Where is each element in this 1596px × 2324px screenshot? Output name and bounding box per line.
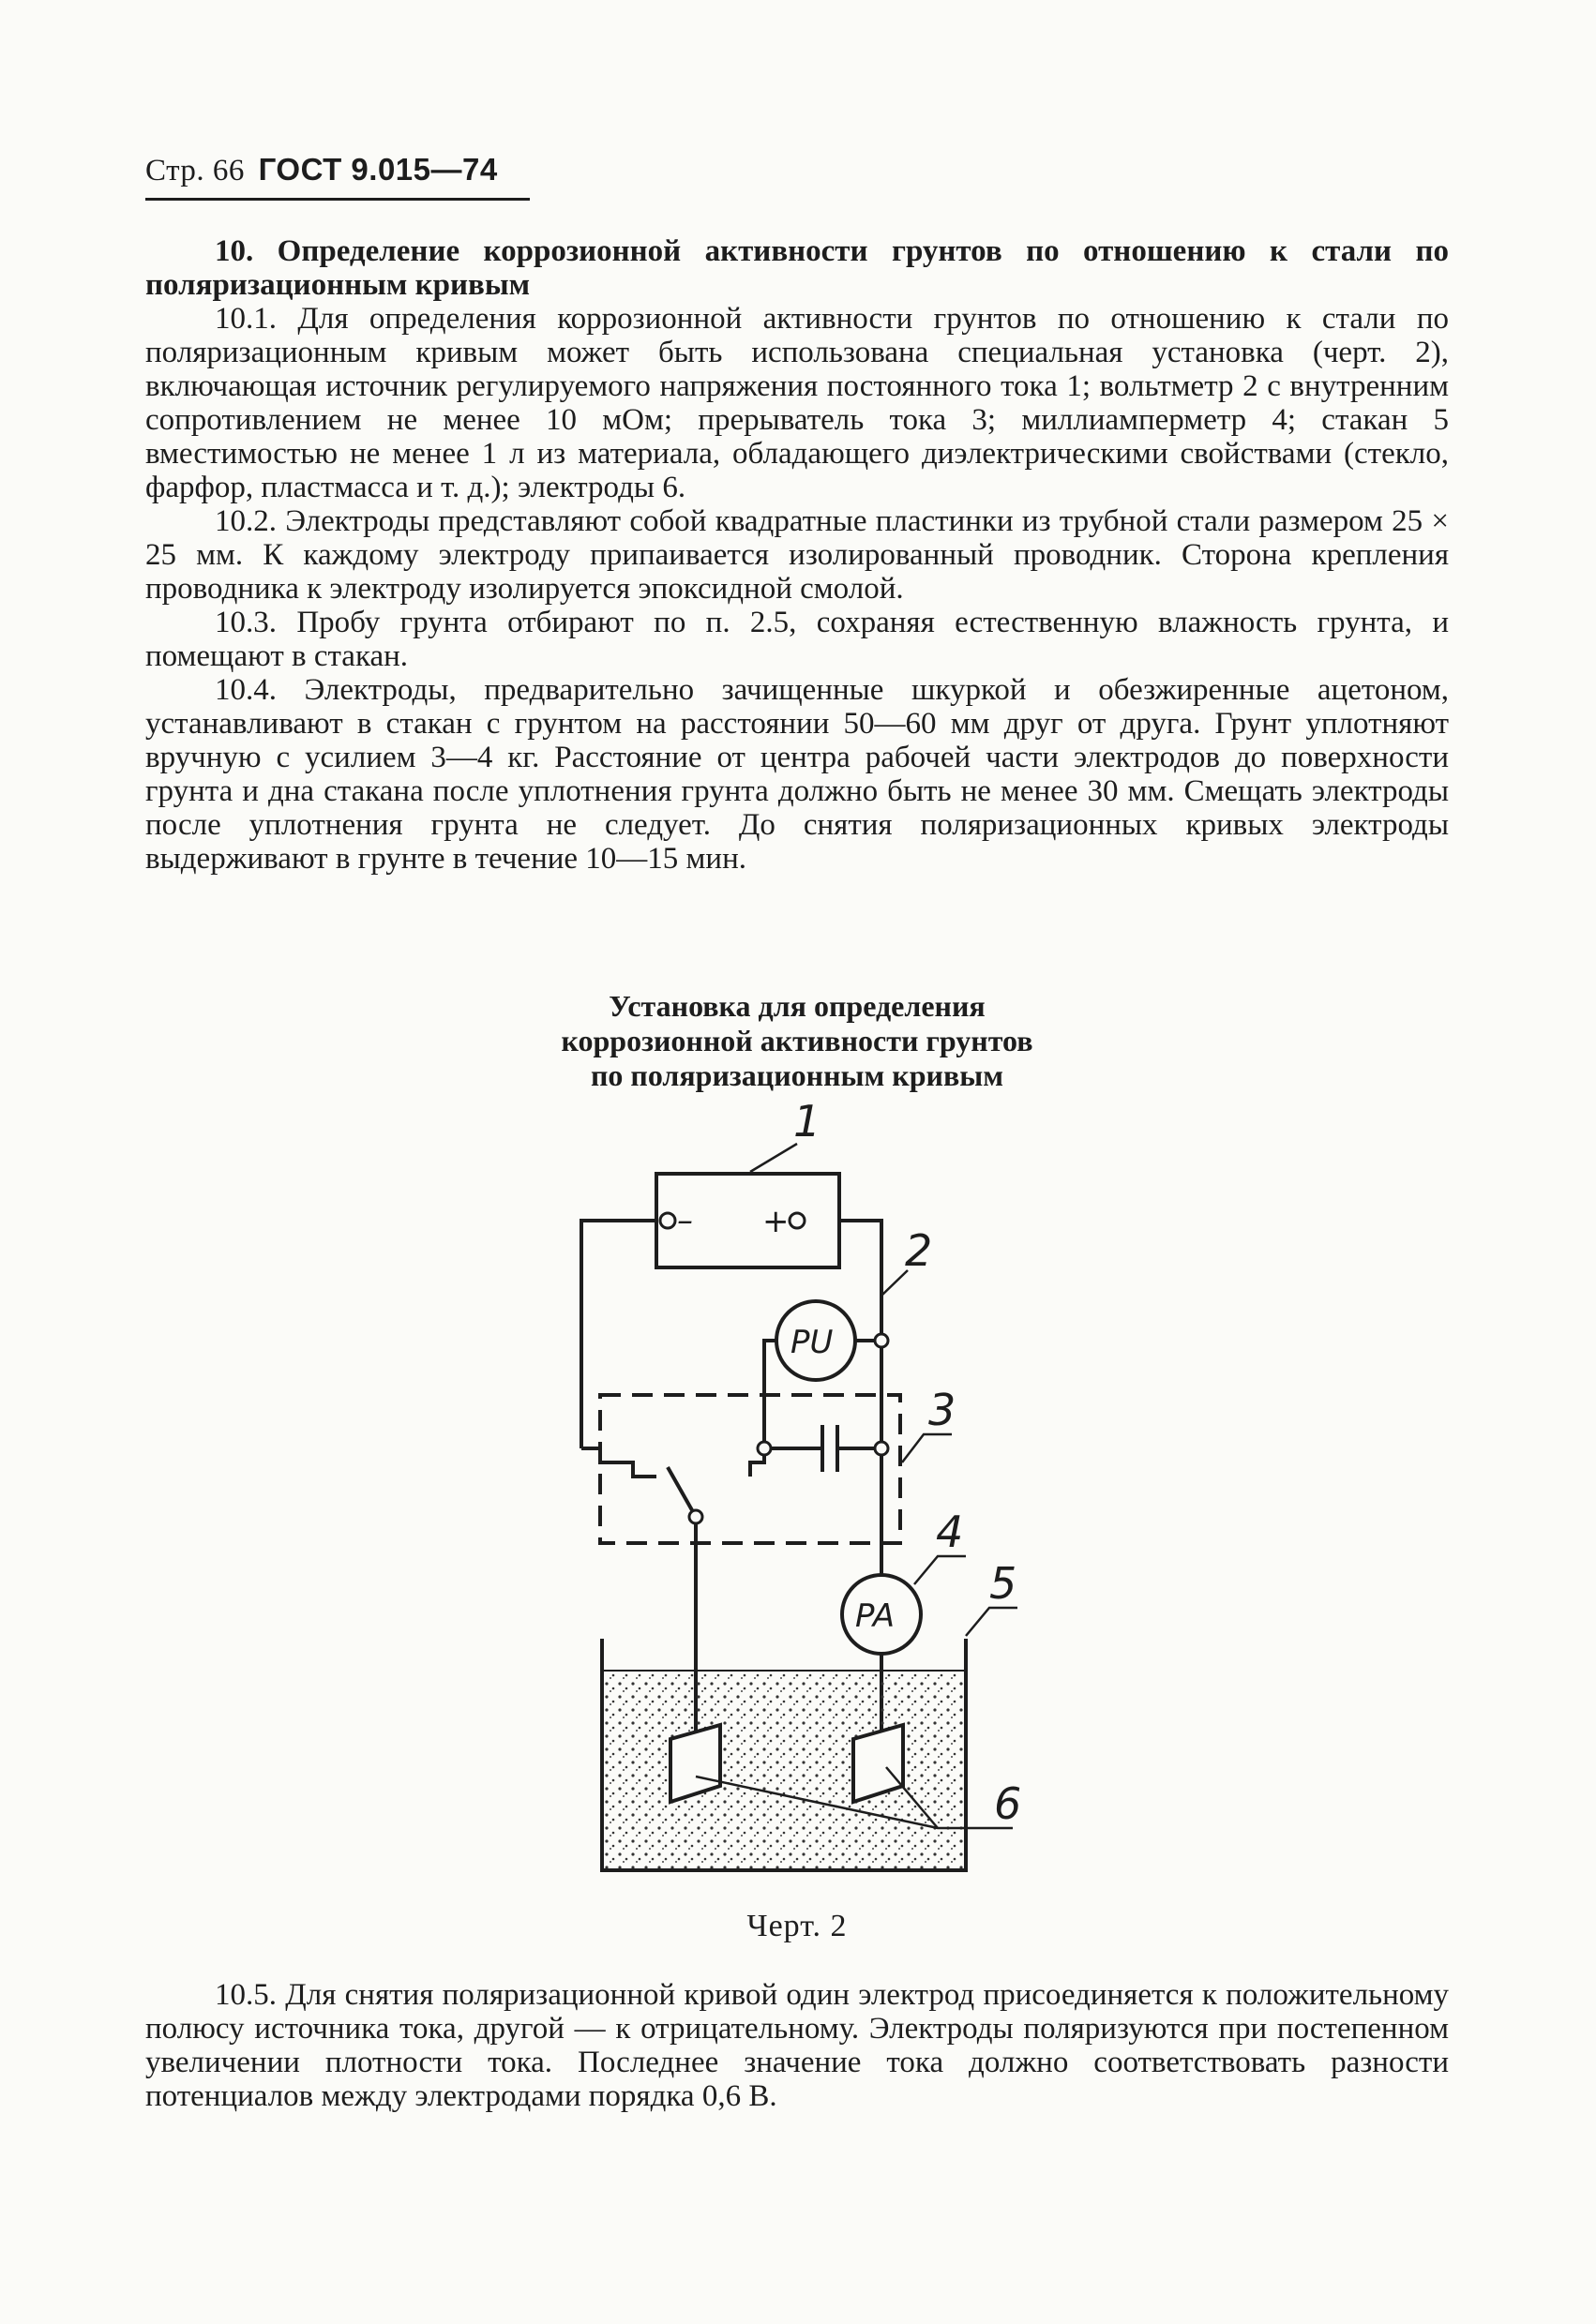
terminal-negative — [660, 1213, 675, 1228]
leader-2 — [881, 1270, 908, 1296]
switch-left-contact — [581, 1448, 656, 1477]
label-5: 5 — [989, 1558, 1017, 1609]
paragraph-10-4: 10.4. Электроды, предварительно зачищенные шкуркой и обезжиренные ацетоном, устанавливают в стакан с грунтом на расстоянии 50—60 мм друг от друга. Грунт уплотняют вручную с усилием 3—4 кг. Расстояние от центра рабочей части электродов до поверхности грунта и дна стакана после уплотнения грунта должно быть не менее 30 мм. Смещать электроды после уплотнения грунта не следует. До снятия поляризационных кривых электроды выдерживают в грунте в течение 10—15 мин. — [145, 673, 1449, 876]
figure-caption: Черт. 2 — [746, 1909, 848, 1943]
node-capacitor-right — [875, 1442, 888, 1455]
figure-title-line-3: по поляризационным кривым — [590, 1058, 1004, 1092]
leader-5 — [966, 1608, 1017, 1636]
label-1: 1 — [793, 1096, 821, 1147]
node-switch-pivot — [689, 1510, 702, 1523]
paragraph-10-2: 10.2. Электроды представляют собой квадратные пластинки из трубной стали размером 25 × 25 мм. К каждому электроду припаивается изолированный проводник. Сторона крепления проводника к электроду изолируется эпоксидной смолой. — [145, 504, 1449, 606]
node-voltmeter — [875, 1334, 888, 1347]
leader-4 — [914, 1556, 966, 1584]
voltmeter-label: PU — [790, 1324, 834, 1361]
section-title: 10. Определение коррозионной активности грунтов по отношению к стали по поляризационным кривым — [145, 234, 1449, 302]
source-negative-label: – — [677, 1202, 693, 1239]
label-4: 4 — [936, 1507, 964, 1557]
standard-number: ГОСТ 9.015—74 — [258, 152, 498, 187]
paragraph-10-5: 10.5. Для снятия поляризационной кривой один электрод присоединяется к положительному полюсу источника тока, другой — к отрицательному. Электроды поляризуются при постепенном увеличении плотности тока. Последнее значение тока должно соответствовать разности потенциалов между электродами порядка 0,6 В. — [145, 1978, 1449, 2113]
wire-left — [581, 1221, 656, 1448]
terminal-positive — [790, 1213, 805, 1228]
switch-blade — [668, 1467, 696, 1517]
label-2: 2 — [905, 1225, 933, 1276]
figure-title-line-2: коррозионной активности грунтов — [561, 1024, 1033, 1057]
source-positive-label: + — [762, 1203, 790, 1240]
page-number: Стр. 66 — [145, 154, 245, 187]
leader-1 — [750, 1144, 797, 1172]
node-capacitor-left — [758, 1442, 771, 1455]
paragraph-10-3: 10.3. Пробу грунта отбирают по п. 2.5, сохраняя естественную влажность грунта, и помещают в стакан. — [145, 606, 1449, 673]
leader-3 — [902, 1434, 952, 1462]
paragraph-10-1: 10.1. Для определения коррозионной активности грунтов по отношению к стали по поляризационным кривым может быть использована специальная установка (черт. 2), включающая источник регулируемого напряжения постоянного тока 1; вольтметр 2 с внутренним сопротивлением не менее 10 мОм; прерыватель тока 3; миллиамперметр 4; стакан 5 вместимостью не менее 1 л из материала, обладающего диэлектрическими свойствами (стекло, фарфор, пластмасса и т. д.); электроды 6. — [145, 302, 1449, 504]
wire-right — [839, 1221, 881, 1547]
label-3: 3 — [928, 1385, 956, 1435]
ammeter-label: PA — [855, 1597, 896, 1635]
figure-title-line-1: Установка для определения — [609, 989, 986, 1023]
soil — [604, 1672, 964, 1868]
label-6: 6 — [994, 1778, 1022, 1829]
